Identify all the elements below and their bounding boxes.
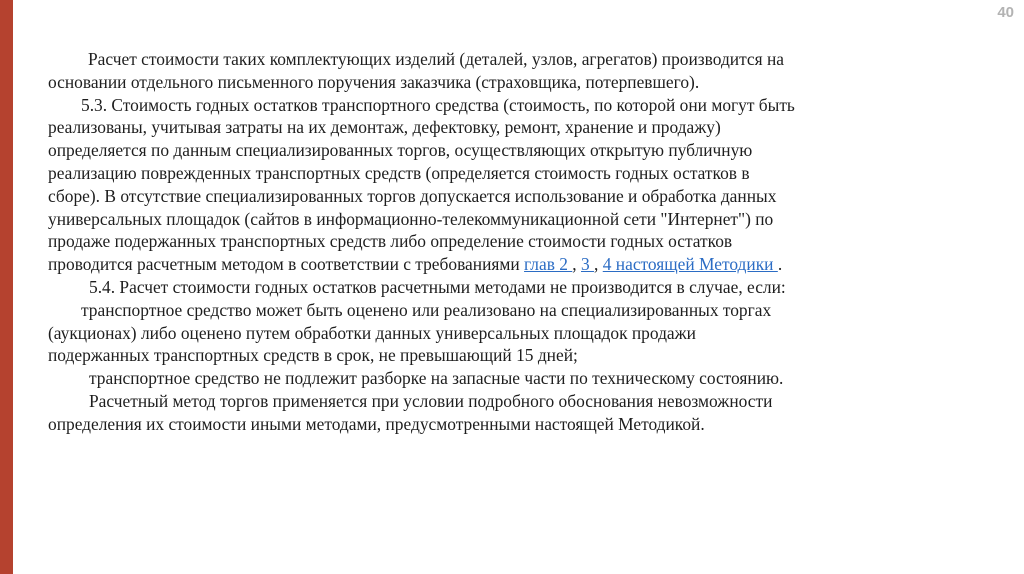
text-line: (аукционах) либо оценено путем обработки данных универсальных площадок продажи: [48, 322, 696, 343]
text-line: сборе). В отсутствие специализированных торгов допускается использование и обработка данных: [48, 185, 777, 206]
text-line: 5.3. Стоимость годных остатков транспортного средства (стоимость, по которой они могут быть: [81, 94, 795, 115]
link-separator: ,: [594, 254, 603, 275]
text-line: реализованы, учитывая затраты на их демонтаж, дефектовку, ремонт, хранение и продажу): [48, 117, 721, 138]
text-line: транспортное средство не подлежит разборке на запасные части по техническому состоянию.: [89, 368, 784, 389]
text-line: 5.4. Расчет стоимости годных остатков расчетными методами не производится в случае, если:: [89, 276, 786, 297]
text-line: определения их стоимости иными методами, предусмотренными настоящей Методикой.: [48, 413, 705, 434]
document-body: [48, 48, 888, 436]
chapter-3-link[interactable]: 3: [581, 254, 595, 275]
text-line: Расчет стоимости таких комплектующих изделий (деталей, узлов, агрегатов) производится на: [88, 49, 785, 69]
text-line-with-links: [48, 253, 888, 276]
link-separator: ,: [572, 254, 581, 275]
link-line-suffix: .: [777, 254, 783, 275]
chapter-2-link[interactable]: глав 2: [524, 254, 573, 275]
text-line: реализацию поврежденных транспортных средств (определяется стоимость годных остатков в: [48, 162, 750, 183]
text-line: транспортное средство может быть оценено или реализовано на специализированных торгах: [81, 299, 772, 320]
text-line: основании отдельного письменного поручения заказчика (страховщика, потерпевшего).: [48, 71, 700, 92]
left-accent-bar: [0, 0, 13, 574]
text-line: подержанных транспортных средств в срок, не превышающий 15 дней;: [48, 345, 578, 366]
text-line: определяется по данным специализированных торгов, осуществляющих открытую публичную: [48, 140, 753, 161]
text-line: универсальных площадок (сайтов в информационно-телекоммуникационной сети "Интернет") по: [48, 208, 774, 229]
text-line: продаже подержанных транспортных средств либо определение стоимости годных остатков: [48, 231, 733, 252]
chapter-4-link[interactable]: 4 настоящей Методики: [602, 254, 778, 275]
page-number: 40: [997, 4, 1014, 21]
link-line-prefix: проводится расчетным методом в соответствии с требованиями: [48, 254, 525, 275]
text-line: Расчетный метод торгов применяется при условии подробного обоснования невозможности: [89, 390, 773, 411]
